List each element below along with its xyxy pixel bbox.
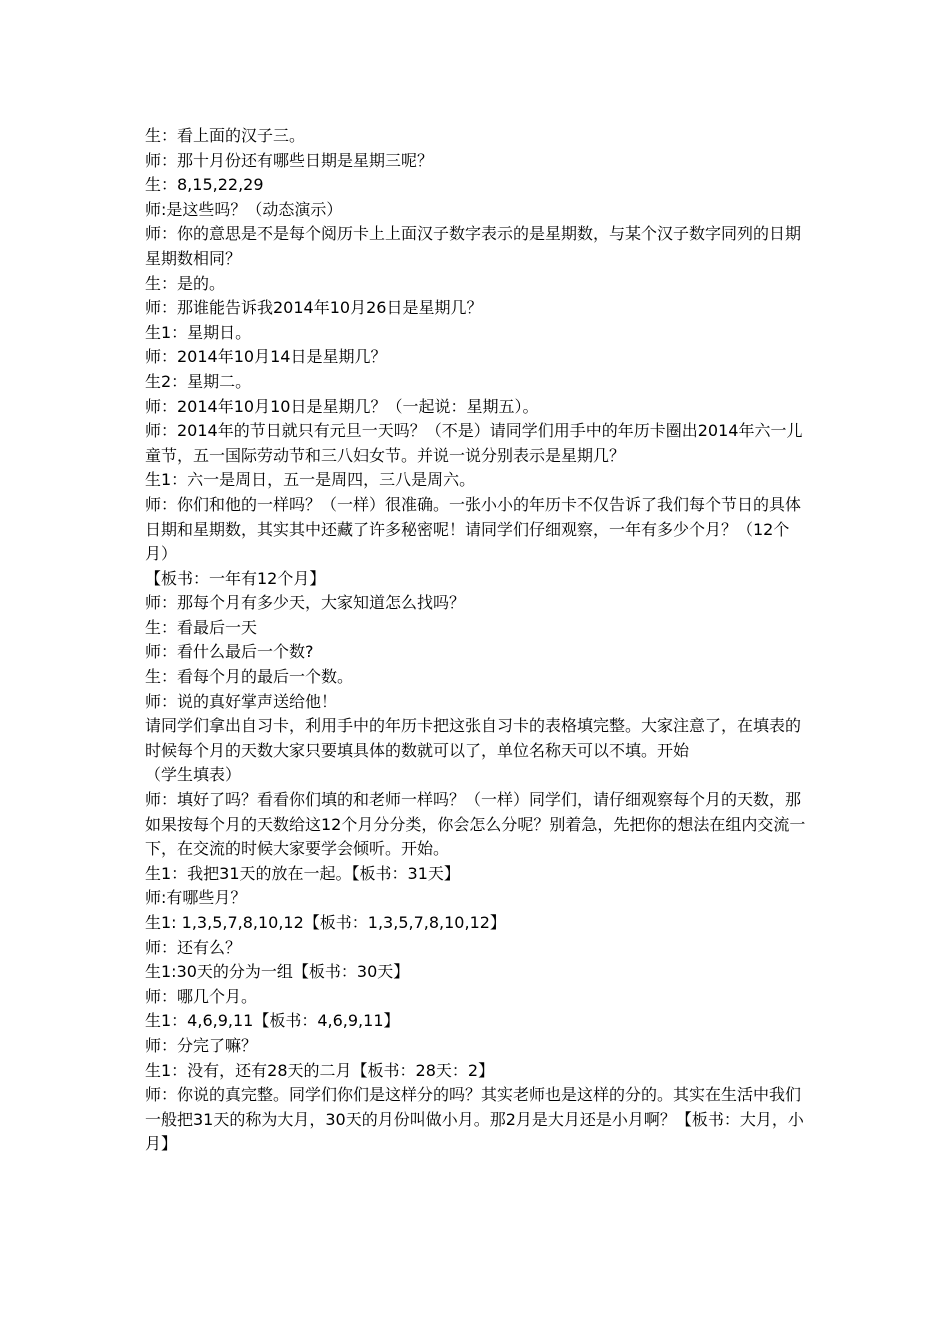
text-line: 师：分完了嘛？ — [145, 1035, 258, 1055]
text-line: 生1：4,6,9,11【板书：4,6,9,11】 — [145, 1011, 400, 1031]
text-line: 生：看最后一天 — [145, 617, 258, 637]
text-line: 生：8,15,22,29 — [145, 175, 264, 195]
text-line: 师：那十月份还有哪些日期是星期三呢？ — [145, 150, 434, 170]
text-line: 师：说的真好掌声送给他！ — [145, 691, 338, 711]
text-line: 请同学们拿出自习卡，利用手中的年历卡把这张自习卡的表格填完整。大家注意了，在填表的时候每个月的天数大家只要填具体的数就可以了，单位名称天可以不填。开始 — [145, 716, 802, 760]
text-line: 生：看每个月的最后一个数。 — [145, 667, 354, 687]
text-line: 生：看上面的汉子三。 — [145, 126, 306, 145]
text-line: （学生填表） — [145, 765, 242, 785]
text-line: 生1: 1,3,5,7,8,10,12【板书：1,3,5,7,8,10,12】 — [145, 913, 506, 932]
text-line: 生1:30天的分为一组【板书：30天】 — [145, 962, 410, 982]
text-line: 师：填好了吗？看看你们填的和老师一样吗？（一样）同学们，请仔细观察每个月的天数，那如果按每个月的天数给这12个月分分类，你会怎么分呢？别着急，先把你的想法在组内交流一下，在交流的时候大家要学会倾听。开始。 — [145, 790, 806, 859]
text-line: 生1：我把31天的放在一起。【板书：31天】 — [145, 863, 460, 883]
text-line: 师:有哪些月？ — [145, 888, 247, 908]
text-line: 师：那每个月有多少天，大家知道怎么找吗？ — [145, 593, 466, 613]
text-line: 师：2014年的节日就只有元旦一天吗？（不是）请同学们用手中的年历卡圈出2014年六一儿童节，五一国际劳动节和三八妇女节。并说一说分别表示是星期几？ — [145, 421, 803, 465]
text-line: 生2：星期二。 — [145, 371, 252, 391]
text-line: 师：还有么？ — [145, 937, 242, 957]
text-line: 师：看什么最后一个数? — [145, 642, 314, 662]
text-line: 师：2014年10月10日是星期几？（一起说：星期五）。 — [145, 396, 539, 416]
text-line: 师：你的意思是不是每个阅历卡上上面汉子数字表示的是星期数，与某个汉子数字同列的日期星期数相同？ — [145, 224, 802, 268]
text-line: 师：那谁能告诉我2014年10月26日是星期几？ — [145, 298, 483, 318]
document-body — [145, 124, 810, 1157]
text-line: 师:是这些吗？（动态演示） — [145, 199, 343, 219]
board-note: 【板书：一年有12个月】 — [145, 568, 326, 588]
text-line: 师：哪几个月。 — [145, 986, 258, 1006]
text-line: 师：你们和他的一样吗？（一样）很准确。一张小小的年历卡不仅告诉了我们每个节日的具体日期和星期数，其实其中还藏了许多秘密呢！请同学们仔细观察，一年有多少个月？（12个月） — [145, 494, 802, 564]
text-line: 生1：六一是周日，五一是周四，三八是周六。 — [145, 470, 476, 490]
text-line: 生1：星期日。 — [145, 322, 252, 342]
text-line: 生：是的。 — [145, 273, 226, 293]
text-line: 生1：没有，还有28天的二月【板书：28天：2】 — [145, 1060, 495, 1080]
text-line: 师：2014年10月14日是星期几？ — [145, 347, 387, 367]
text-line: 师：你说的真完整。同学们你们是这样分的吗？其实老师也是这样的分的。其实在生活中我们一般把31天的称为大月，30天的月份叫做小月。那2月是大月还是小月啊？【板书：大月，小月】 — [145, 1085, 804, 1154]
